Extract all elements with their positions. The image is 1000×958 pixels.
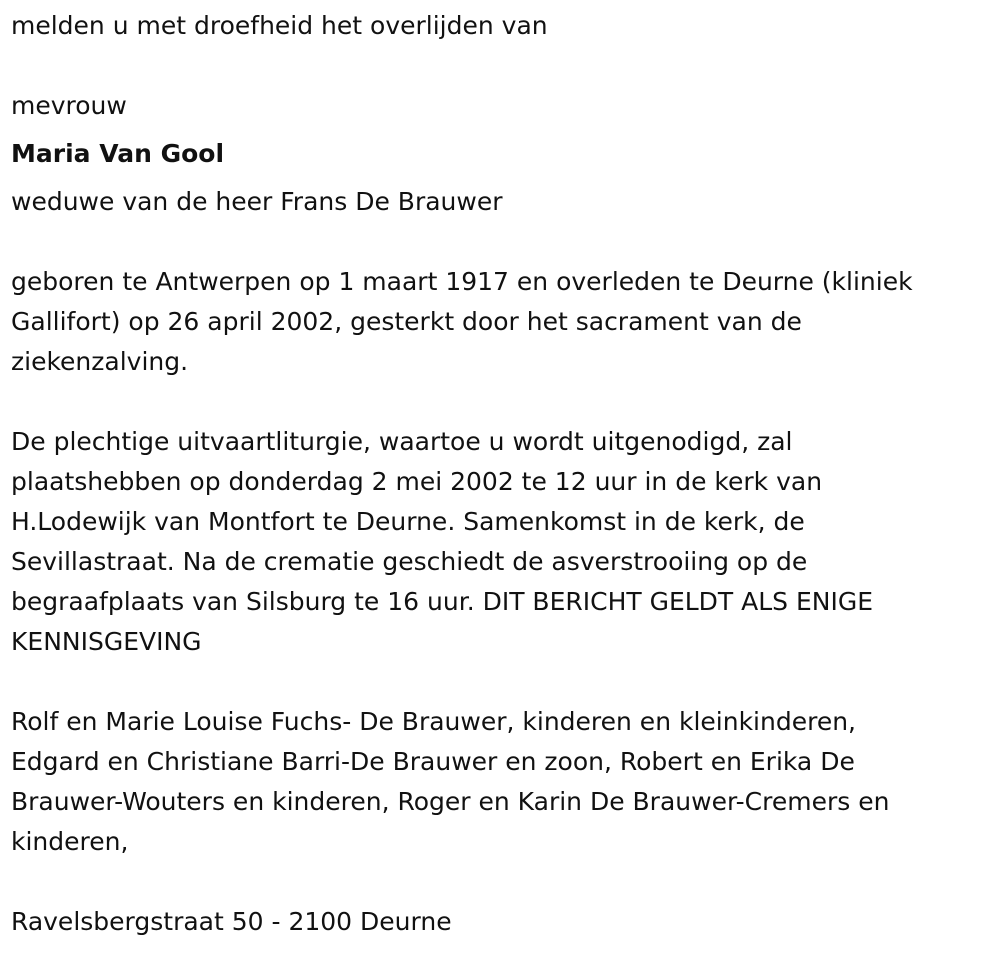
funeral-line: H.Lodewijk van Montfort te Deurne. Samenkomst in de kerk, de <box>11 507 805 536</box>
birth-line: geboren te Antwerpen op 1 maart 1917 en overleden te Deurne (kliniek <box>11 267 913 296</box>
funeral-line: Sevillastraat. Na de crematie geschiedt de asverstrooiing op de <box>11 547 808 576</box>
family-paragraph <box>11 702 971 862</box>
death-notice <box>11 6 971 942</box>
intro-text: melden u met droefheid het overlijden van <box>11 11 548 40</box>
family-line: Rolf en Marie Louise Fuchs- De Brauwer, kinderen en kleinkinderen, <box>11 707 856 736</box>
birth-line: ziekenzalving. <box>11 347 189 376</box>
deceased-name: Maria Van Gool <box>11 139 225 168</box>
birth-death-paragraph <box>11 262 971 382</box>
spacer <box>11 222 971 262</box>
birth-line: Gallifort) op 26 april 2002, gesterkt door het sacrament van de <box>11 307 802 336</box>
family-line: Brauwer-Wouters en kinderen, Roger en Karin De Brauwer-Cremers en <box>11 787 890 816</box>
funeral-paragraph <box>11 422 971 662</box>
funeral-line: De plechtige uitvaartliturgie, waartoe u wordt uitgenodigd, zal <box>11 427 793 456</box>
funeral-line: plaatshebben op donderdag 2 mei 2002 te 12 uur in de kerk van <box>11 467 823 496</box>
spacer <box>11 862 971 902</box>
widow-text: weduwe van de heer Frans De Brauwer <box>11 187 503 216</box>
address-text: Ravelsbergstraat 50 - 2100 Deurne <box>11 907 452 936</box>
spacer <box>11 662 971 702</box>
family-line: Edgard en Christiane Barri-De Brauwer en zoon, Robert en Erika De <box>11 747 855 776</box>
spacer <box>11 46 971 86</box>
honorific: mevrouw <box>11 91 127 120</box>
funeral-line: KENNISGEVING <box>11 627 202 656</box>
funeral-line: begraafplaats van Silsburg te 16 uur. DIT BERICHT GELDT ALS ENIGE <box>11 587 874 616</box>
spacer <box>11 382 971 422</box>
family-line: kinderen, <box>11 827 129 856</box>
